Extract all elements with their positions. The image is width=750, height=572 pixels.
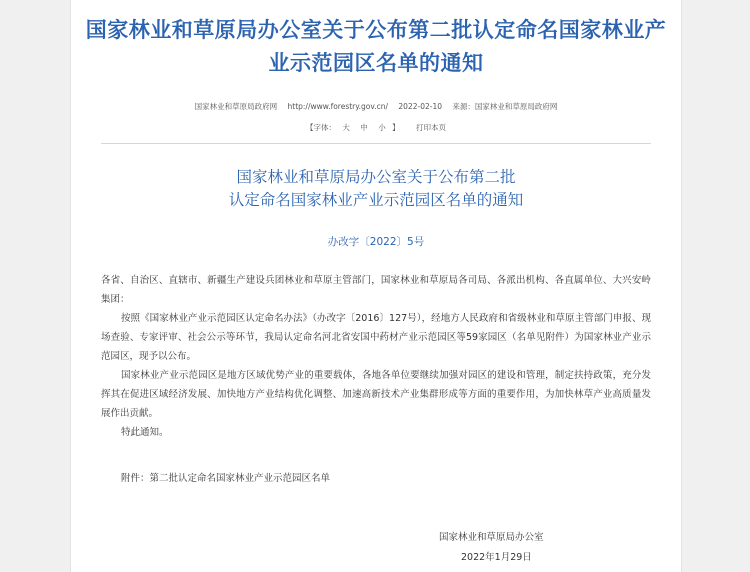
signature-date: 2022年1月29日	[461, 552, 532, 563]
site-url[interactable]: http://www.forestry.gov.cn/	[287, 102, 389, 111]
print-page-link[interactable]: 打印本页	[415, 123, 446, 132]
article-page	[70, 0, 682, 572]
body-paragraph-1: 按照《国家林业产业示范园区认定命名办法》（办改字〔2016〕127号），经地方人民政府和省级林业和草原主管部门申报、现场查验、专家评审、社会公示等环节，我局认定命名河北省安国中药材产业示范园区等59家园区（名单见附件）为国家林业产业示范园区，现予以公布。	[101, 313, 651, 362]
publish-date: 2022-02-10	[398, 102, 442, 111]
font-size-label-suffix: 】	[392, 123, 400, 132]
article-meta	[71, 101, 681, 112]
font-size-label-prefix: 【字体：	[306, 123, 337, 132]
font-size-small-button[interactable]: 小	[378, 123, 386, 132]
addressee: 各省、自治区、直辖市、新疆生产建设兵团林业和草原主管部门，国家林业和草原局各司局、各派出机构、各直属单位、大兴安岭集团：	[101, 275, 651, 305]
header-divider	[101, 143, 651, 144]
document-number: 办改字〔2022〕5号	[327, 236, 425, 248]
font-size-large-button[interactable]: 大	[342, 123, 350, 132]
body-paragraph-2: 国家林业产业示范园区是地方区域优势产业的重要载体，各地各单位要继续加强对园区的建设和管理，制定扶持政策，充分发挥其在促进区域经济发展、加快地方产业结构优化调整、加速高新技术产业集群形成等方面的重要作用，为加快林草产业高质量发展作出贡献。	[101, 370, 651, 419]
page-title-line-1: 国家林业和草原局办公室关于公布第二批认定命名国家林业产	[85, 18, 667, 42]
document-body	[101, 271, 651, 442]
document-title-line-2: 认定命名国家林业产业示范园区名单的通知	[228, 191, 524, 209]
attachment-link[interactable]: 附件：第二批认定命名国家林业产业示范园区名单	[121, 473, 331, 484]
source-label: 来源：国家林业和草原局政府网	[452, 102, 558, 111]
signature-org: 国家林业和草原局办公室	[439, 532, 544, 543]
page-title-line-2: 业示范园区名单的通知	[268, 51, 484, 75]
closing-line: 特此通知。	[121, 427, 169, 438]
page-title	[71, 14, 681, 80]
article-tools	[71, 122, 681, 133]
site-name: 国家林业和草原局政府网	[194, 102, 278, 111]
document-title-line-1: 国家林业和草原局办公室关于公布第二批	[236, 168, 516, 186]
document-title	[71, 166, 681, 212]
font-size-medium-button[interactable]: 中	[360, 123, 368, 132]
